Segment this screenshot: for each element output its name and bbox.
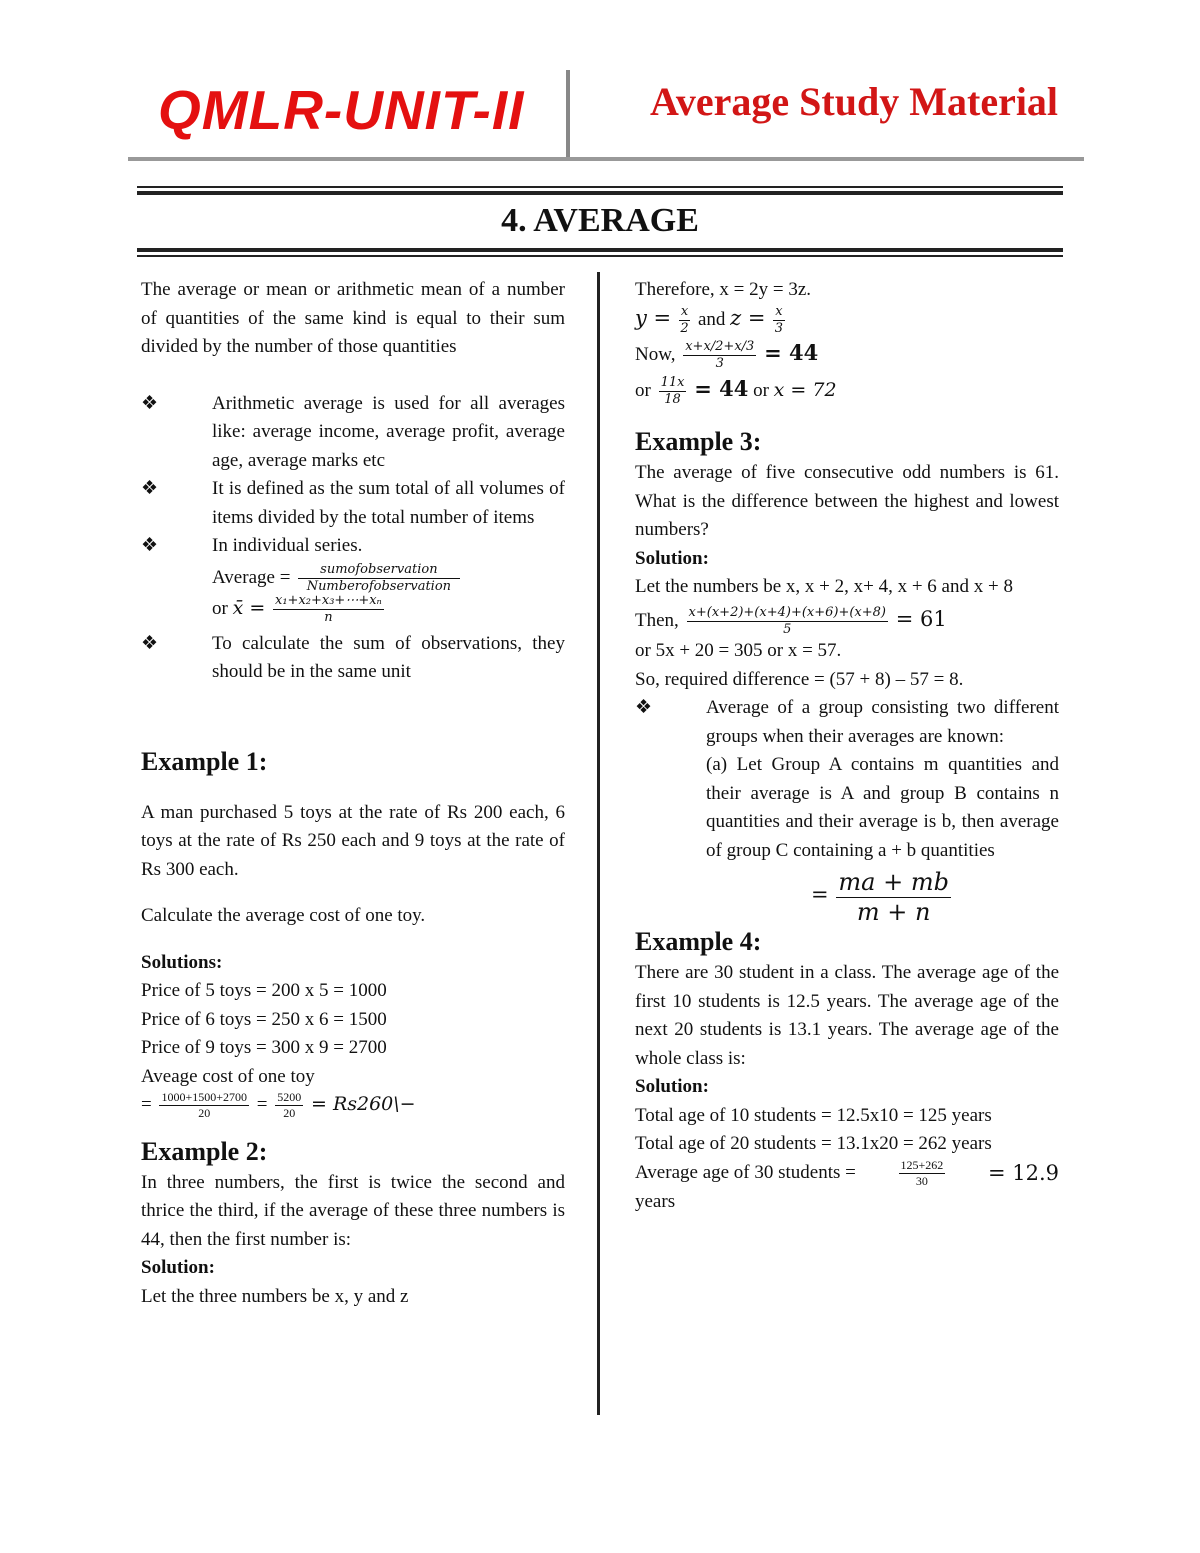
- now-fraction: $\frac{x+x/2+x/3}{3}$: [685, 339, 755, 372]
- cost-fraction-2: $\frac{5200}{20}$: [277, 1090, 302, 1121]
- title-rule-bottom-thick: [137, 248, 1063, 252]
- example-3-line-2: or 5x + 20 = 305 or x = 57.: [635, 640, 842, 662]
- header-underline: [128, 157, 1084, 161]
- chapter-title: 4. AVERAGE: [501, 202, 699, 239]
- example-2-title: Example 2:: [141, 1136, 268, 1166]
- example-3-solution-label: Solution:: [635, 547, 709, 569]
- y-z-formula: y = $\frac{x}{2}$ and z = $\frac{x}{3}$: [635, 303, 784, 336]
- example-3-text: The average of five consecutive odd numbers is 61. What is the difference between the highest and lowest numbers?: [635, 462, 1059, 541]
- mean-fraction: $\frac{\text{x₁+x₂+x₃+⋯+xₙ}}{n}$: [275, 593, 382, 626]
- bullet-arithmetic-average: ❖ Arithmetic average is used for all averages like: average income, average profit, average age, average marks etc: [141, 390, 565, 476]
- example-3-let: Let the numbers be x, x + 2, x+ 4, x + 6 and x + 8: [635, 576, 1013, 598]
- cost-fraction-1: $\frac{1000+1500+2700}{20}$: [161, 1090, 248, 1121]
- example-2-text: In three numbers, the first is twice the second and thrice the third, if the average of these three numbers is 44, then the first number is:: [141, 1171, 565, 1250]
- example-2-solution-label: Solution:: [141, 1257, 215, 1279]
- title-rule-top-thick: [137, 191, 1063, 195]
- example-3-fraction: $\frac{x+(x+2)+(x+4)+(x+6)+(x+8)}{5}$: [688, 604, 887, 638]
- example-1-title: Example 1:: [141, 746, 268, 776]
- example-3-formula: Then, $\frac{x+(x+2)+(x+4)+(x+6)+(x+8)}{5}$ = 61: [635, 604, 947, 638]
- solution-line-3: Price of 9 toys = 300 x 9 = 2700: [141, 1037, 387, 1059]
- solve-fraction: $\frac{11x}{18}$: [660, 374, 685, 407]
- z-fraction: $\frac{x}{3}$: [774, 303, 784, 336]
- diamond-bullet-icon: ❖: [141, 392, 159, 414]
- average-formula: Average = $\frac{\text{sumofobservation}}{\text{Numberofobservation}}$: [212, 563, 565, 595]
- header-material-title: Average Study Material: [650, 79, 1059, 124]
- solution-result-formula: = $\frac{1000+1500+2700}{20}$ = $\frac{5200}{20}$ = Rs260\−: [141, 1090, 416, 1121]
- example-2-let: Let the three numbers be x, y and z: [141, 1285, 409, 1307]
- example-3-line-3: So, required difference = (57 + 8) – 57 = 8.: [635, 668, 964, 690]
- y-fraction: $\frac{x}{2}$: [680, 303, 689, 336]
- example-4-fraction: $\frac{125+262}{30}$: [900, 1157, 944, 1188]
- bullet-same-unit: ❖ To calculate the sum of observations, they should be in the same unit: [141, 630, 565, 687]
- example-4-title: Example 4:: [635, 927, 762, 957]
- intro-paragraph: The average or mean or arithmetic mean of a number of quantities of the same kind is equal to their sum divided by the number of those quantities: [141, 279, 565, 357]
- example-1-question: Calculate the average cost of one toy.: [141, 905, 426, 927]
- example-4-text: There are 30 student in a class. The average age of the first 10 students is 12.5 years. The average age of the next 20 students is 13.1 years. The average age of the whole class is:: [635, 962, 1059, 1069]
- group-average-description: (a) Let Group A contains m quantities and their average is A and group B contains n quantities and their average is b, then average of group C containing a + b quantities: [706, 754, 1059, 861]
- mean-formula: or x̄ = $\frac{\text{x₁+x₂+x₃+⋯+xₙ}}{n}$: [212, 593, 382, 626]
- solution-line-2: Price of 6 toys = 250 x 6 = 1500: [141, 1008, 387, 1030]
- bullet-definition: ❖ It is defined as the sum total of all volumes of items divided by the total number of items: [141, 475, 565, 532]
- right-column: [635, 276, 1059, 1217]
- diamond-bullet-icon: ❖: [141, 535, 159, 556]
- diamond-bullet-icon: ❖: [141, 632, 159, 654]
- bullet-group-average: ❖ Average of a group consisting two different groups when their averages are known: (a) Let Group A contains m quantities and their average is A and group B contains n quantities and their average is b, then average of group C containing a + b quantities = $\frac{ma + mb}{m + n}$: [635, 694, 1059, 925]
- example-1-text: A man purchased 5 toys at the rate of Rs 200 each, 6 toys at the rate of Rs 250 each and 9 toys at the rate of Rs 300 each.: [141, 801, 565, 880]
- ratio-line: Therefore, x = 2y = 3z.: [635, 279, 812, 300]
- diamond-bullet-icon: ❖: [141, 478, 159, 499]
- title-rule-bottom-thin: [137, 255, 1063, 257]
- average-fraction: $\frac{\text{sumofobservation}}{\text{Numberofobservation}}$: [298, 563, 459, 595]
- group-average-fraction: $\frac{ma + mb}{m + n}$: [838, 868, 949, 926]
- now-formula: Now, $\frac{x+x/2+x/3}{3}$ = 44: [635, 339, 819, 372]
- example-1-solution-label: Solutions:: [141, 951, 223, 973]
- example-4-formula: Average age of 30 students = $\frac{125+262}{30}$ = 12.9: [635, 1157, 1059, 1188]
- bullet-individual-series: ❖ In individual series. Average = $\frac{\text{sumofobservation}}{\text{Numberofobservation}}$ or x̄ = $\frac{\text{x₁+x₂+x₃+⋯+xₙ}}{n}$: [141, 532, 565, 626]
- example-4-years: years: [635, 1191, 676, 1213]
- diamond-bullet-icon: ❖: [635, 697, 653, 719]
- title-rule-top-thin: [137, 186, 1063, 188]
- example-4-solution-label: Solution:: [635, 1076, 709, 1098]
- solution-line-1: Price of 5 toys = 200 x 5 = 1000: [141, 980, 387, 1002]
- solve-formula: or $\frac{11x}{18}$ = 44 or x = 72: [635, 374, 837, 407]
- header-unit-title: QMLR-UNIT-II: [158, 79, 525, 141]
- example-4-line-2: Total age of 20 students = 13.1x20 = 262 years: [635, 1133, 992, 1155]
- example-3-title: Example 3:: [635, 427, 762, 457]
- left-column: [141, 276, 565, 1311]
- group-average-formula: = $\frac{ma + mb}{m + n}$: [811, 868, 949, 926]
- column-divider: [597, 272, 600, 1415]
- solution-line-4: Aveage cost of one toy: [141, 1065, 315, 1087]
- example-4-line-1: Total age of 10 students = 12.5x10 = 125 years: [635, 1104, 992, 1126]
- header-divider: [566, 70, 570, 160]
